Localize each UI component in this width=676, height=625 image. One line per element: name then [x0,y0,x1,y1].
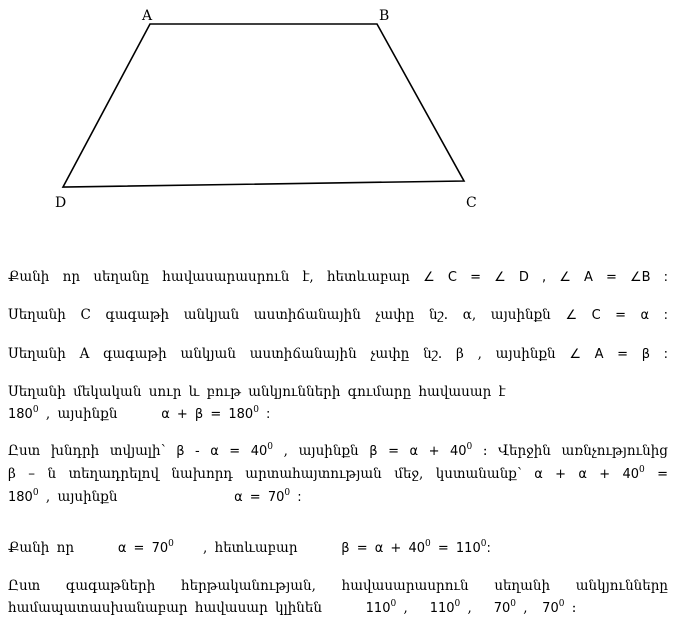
formula: β - α = 40 [176,444,268,459]
degree-mark: 0 [168,539,174,549]
text: β – ն տեղադրելով նախորդ արտահայտության մեջ, կստանանք՝ [8,466,522,482]
paragraph-given [8,440,668,509]
text: , այսինքն [45,489,118,505]
paragraph-conclusion [8,575,668,620]
text: , այսինքն [283,443,359,459]
formula: α = 70 [234,490,285,505]
text: համապատասխանաբար հավասար կլինեն [8,600,322,616]
vertex-label-b: B [379,8,390,24]
degree-mark: 0 [480,539,487,549]
formula: α = 70 [117,541,169,556]
formula-end: : [486,541,491,556]
degree-mark: 0 [390,599,397,609]
text: Քանի որ [8,540,75,556]
value: 180 [8,407,33,422]
text: Սեղանի C գագաթի անկյան աստիճանային չափը նշ. α, այսինքն [8,307,551,323]
line-2 [8,403,668,426]
text: Սեղանի A գագաթի անկյան աստիճանային չափը նշ. β , այսինքն [8,346,556,362]
formula-end: : [290,490,302,505]
degree-mark: 0 [639,465,645,475]
degree-mark: 0 [466,442,473,452]
formula: β = α + 40 [341,541,426,556]
degree-mark: 0 [253,405,259,415]
degree-mark: 0 [425,539,431,549]
formula-end: = [644,467,668,482]
vertex-label-c: C [466,195,477,211]
formula: α + β = 180 [161,407,254,422]
degree-mark: 0 [284,488,291,498]
paragraph-angle-c [8,304,668,327]
vertex-label-d: D [55,195,67,211]
formula: ∠ A = β : [569,347,668,362]
formula-mid: = 110 [430,541,481,556]
trapezoid-abcd [63,24,464,187]
angle-value: 110 [429,601,455,616]
degree-mark: 0 [558,599,565,609]
angle-value: 70 [493,601,511,616]
formula: α + α + 40 [534,467,640,482]
paragraph-angle-sum [8,381,668,426]
text: , այսինքն [45,406,118,422]
angle-value: 110 [365,601,391,616]
paragraph-angle-a [8,343,668,366]
text: , հետևաբար [203,540,298,556]
value: 180 [8,490,33,505]
formula: ∠ C = α : [565,308,668,323]
text: : Վերջին առնչությունից [482,443,668,459]
trapezoid-figure [0,0,676,225]
degree-mark: 0 [32,405,39,415]
degree-mark: 0 [267,442,273,452]
vertex-label-a: A [142,8,153,24]
degree-mark: 0 [32,488,39,498]
line-1: Սեղանի մեկական սուր և բութ անկյունների գումարը հավասար է [8,384,506,400]
text: Ըստ խնդրի տվյալի՝ [8,443,166,459]
paragraph-result-beta [8,537,668,560]
formula: ∠ C = ∠ D , ∠ A = ∠B : [423,270,668,285]
degree-mark: 0 [510,599,516,609]
line-2: համապատասխանաբար հավասար կլինեն $110^0$ , $110^0$ , $70^0$ , $70^0$ : [8,599,577,616]
text: Քանի որ սեղանը հավասարասրուն է, հետևաբար [8,269,410,285]
line-1: Ըստ գագաթների հերթականության, հավասարասրուն սեղանի անկյունները [8,578,668,594]
formula-end: : [258,407,271,422]
formula: β = α + 40 [369,444,467,459]
line-3 [8,486,668,509]
line-1 [8,440,668,463]
paragraph-equal-angles [8,266,668,289]
degree-mark: 0 [454,599,461,609]
angle-value: 70 [542,601,559,616]
line-2 [8,463,668,486]
